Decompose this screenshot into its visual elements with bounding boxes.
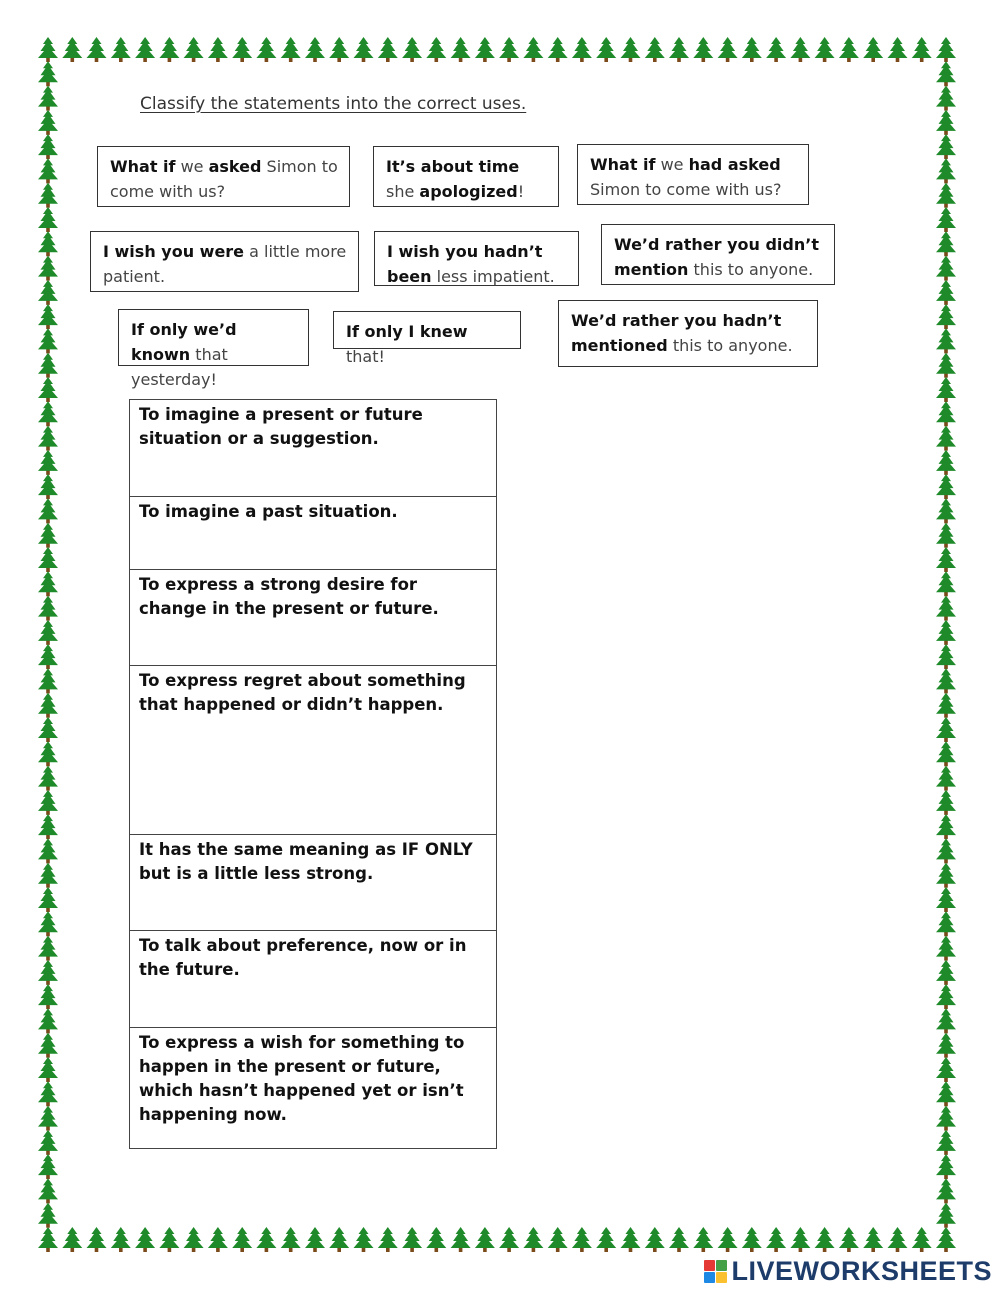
pine-tree-icon bbox=[936, 1106, 956, 1131]
pine-tree-icon bbox=[475, 1227, 495, 1252]
pine-tree-icon bbox=[912, 37, 932, 62]
pine-tree-icon bbox=[402, 37, 422, 62]
pine-tree-icon bbox=[936, 280, 956, 305]
pine-tree-icon bbox=[936, 741, 956, 766]
pine-tree-icon bbox=[693, 37, 713, 62]
pine-tree-icon bbox=[936, 596, 956, 621]
pine-tree-icon bbox=[38, 86, 58, 111]
pine-tree-icon bbox=[936, 863, 956, 888]
pine-tree-icon bbox=[936, 984, 956, 1009]
pine-tree-icon bbox=[305, 1227, 325, 1252]
pine-tree-icon bbox=[62, 1227, 82, 1252]
pine-tree-icon bbox=[38, 620, 58, 645]
statement-card[interactable]: If only we’d known that yesterday! bbox=[118, 309, 309, 366]
pine-tree-icon bbox=[596, 1227, 616, 1252]
pine-tree-icon bbox=[839, 1227, 859, 1252]
pine-tree-icon bbox=[38, 717, 58, 742]
pine-tree-icon bbox=[38, 426, 58, 451]
pine-tree-icon bbox=[38, 1154, 58, 1179]
pine-tree-icon bbox=[936, 110, 956, 135]
pine-tree-icon bbox=[38, 1033, 58, 1058]
pine-tree-icon bbox=[38, 134, 58, 159]
pine-tree-icon bbox=[936, 158, 956, 183]
pine-tree-icon bbox=[208, 1227, 228, 1252]
pine-tree-icon bbox=[38, 37, 58, 62]
pine-tree-icon bbox=[426, 37, 446, 62]
pine-tree-icon bbox=[38, 741, 58, 766]
pine-tree-icon bbox=[184, 37, 204, 62]
pine-tree-icon bbox=[38, 790, 58, 815]
pine-tree-icon bbox=[936, 426, 956, 451]
logo-tile bbox=[704, 1272, 715, 1283]
category-cell[interactable]: It has the same meaning as IF ONLY but is a little less strong. bbox=[130, 835, 497, 931]
statement-card[interactable]: If only I knew that! bbox=[333, 311, 521, 349]
pine-tree-icon bbox=[475, 37, 495, 62]
pine-tree-icon bbox=[87, 1227, 107, 1252]
pine-tree-icon bbox=[38, 280, 58, 305]
pine-tree-icon bbox=[936, 960, 956, 985]
pine-tree-icon bbox=[499, 37, 519, 62]
pine-tree-icon bbox=[38, 668, 58, 693]
liveworksheets-brand bbox=[704, 1256, 992, 1287]
pine-tree-icon bbox=[402, 1227, 422, 1252]
pine-tree-icon bbox=[208, 37, 228, 62]
pine-tree-icon bbox=[936, 450, 956, 475]
pine-tree-icon bbox=[38, 863, 58, 888]
pine-tree-icon bbox=[38, 377, 58, 402]
pine-tree-icon bbox=[718, 37, 738, 62]
pine-tree-icon bbox=[742, 1227, 762, 1252]
pine-tree-icon bbox=[936, 668, 956, 693]
pine-tree-icon bbox=[936, 474, 956, 499]
pine-tree-icon bbox=[936, 1154, 956, 1179]
pine-tree-icon bbox=[936, 328, 956, 353]
pine-tree-icon bbox=[184, 1227, 204, 1252]
pine-tree-icon bbox=[790, 1227, 810, 1252]
pine-tree-icon bbox=[936, 571, 956, 596]
pine-tree-icon bbox=[38, 814, 58, 839]
pine-tree-icon bbox=[936, 1033, 956, 1058]
statement-card[interactable]: What if we asked Simon to come with us? bbox=[97, 146, 350, 207]
category-cell[interactable]: To express regret about something that happened or didn’t happen. bbox=[130, 666, 497, 835]
pine-tree-icon bbox=[38, 1081, 58, 1106]
pine-tree-icon bbox=[936, 1057, 956, 1082]
pine-tree-icon bbox=[936, 717, 956, 742]
pine-tree-icon bbox=[936, 911, 956, 936]
logo-tile bbox=[704, 1260, 715, 1271]
pine-tree-icon bbox=[38, 231, 58, 256]
pine-tree-icon bbox=[38, 960, 58, 985]
statement-card[interactable]: What if we had asked Simon to come with us? bbox=[577, 144, 809, 205]
pine-tree-icon bbox=[87, 37, 107, 62]
instruction-heading: Classify the statements into the correct uses. bbox=[140, 94, 527, 114]
pine-tree-icon bbox=[378, 37, 398, 62]
pine-tree-icon bbox=[596, 37, 616, 62]
pine-tree-icon bbox=[936, 1008, 956, 1033]
pine-tree-icon bbox=[38, 304, 58, 329]
pine-tree-icon bbox=[645, 1227, 665, 1252]
pine-tree-icon bbox=[38, 183, 58, 208]
category-cell[interactable]: To imagine a past situation. bbox=[130, 497, 497, 570]
pine-tree-icon bbox=[548, 37, 568, 62]
pine-tree-icon bbox=[451, 1227, 471, 1252]
pine-tree-icon bbox=[38, 1130, 58, 1155]
pine-tree-icon bbox=[936, 86, 956, 111]
pine-tree-icon bbox=[426, 1227, 446, 1252]
pine-tree-icon bbox=[718, 1227, 738, 1252]
pine-tree-icon bbox=[38, 1178, 58, 1203]
pine-tree-icon bbox=[766, 37, 786, 62]
pine-tree-icon bbox=[378, 1227, 398, 1252]
pine-tree-icon bbox=[936, 814, 956, 839]
pine-tree-icon bbox=[38, 256, 58, 281]
pine-tree-icon bbox=[38, 450, 58, 475]
pine-tree-icon bbox=[305, 37, 325, 62]
pine-tree-icon bbox=[936, 377, 956, 402]
pine-tree-icon bbox=[936, 693, 956, 718]
pine-tree-icon bbox=[354, 37, 374, 62]
pine-tree-icon bbox=[232, 1227, 252, 1252]
pine-tree-icon bbox=[38, 158, 58, 183]
pine-tree-icon bbox=[38, 911, 58, 936]
pine-tree-icon bbox=[936, 838, 956, 863]
pine-tree-icon bbox=[936, 183, 956, 208]
pine-tree-icon bbox=[936, 790, 956, 815]
pine-tree-icon bbox=[936, 523, 956, 548]
pine-tree-icon bbox=[912, 1227, 932, 1252]
pine-tree-icon bbox=[38, 571, 58, 596]
pine-tree-icon bbox=[839, 37, 859, 62]
pine-tree-icon bbox=[936, 644, 956, 669]
pine-tree-icon bbox=[256, 37, 276, 62]
pine-tree-icon bbox=[329, 37, 349, 62]
pine-tree-icon bbox=[329, 1227, 349, 1252]
pine-tree-icon bbox=[936, 1081, 956, 1106]
category-cell[interactable]: To talk about preference, now or in the future. bbox=[130, 931, 497, 1028]
pine-tree-icon bbox=[354, 1227, 374, 1252]
pine-tree-icon bbox=[936, 207, 956, 232]
pine-tree-icon bbox=[936, 231, 956, 256]
statement-card[interactable]: I wish you were a little more patient. bbox=[90, 231, 359, 292]
pine-tree-icon bbox=[936, 766, 956, 791]
pine-tree-icon bbox=[621, 1227, 641, 1252]
pine-tree-icon bbox=[135, 37, 155, 62]
pine-tree-icon bbox=[621, 37, 641, 62]
pine-tree-icon bbox=[790, 37, 810, 62]
pine-tree-icon bbox=[815, 37, 835, 62]
pine-tree-icon bbox=[38, 474, 58, 499]
pine-tree-icon bbox=[38, 693, 58, 718]
pine-tree-icon bbox=[936, 1178, 956, 1203]
pine-tree-icon bbox=[38, 401, 58, 426]
pine-tree-icon bbox=[863, 1227, 883, 1252]
pine-tree-icon bbox=[38, 1106, 58, 1131]
pine-tree-icon bbox=[669, 1227, 689, 1252]
pine-tree-icon bbox=[572, 37, 592, 62]
pine-tree-icon bbox=[38, 644, 58, 669]
pine-tree-icon bbox=[159, 1227, 179, 1252]
pine-tree-icon bbox=[936, 1130, 956, 1155]
pine-tree-icon bbox=[888, 1227, 908, 1252]
pine-tree-icon bbox=[645, 37, 665, 62]
pine-tree-icon bbox=[936, 37, 956, 62]
pine-tree-icon bbox=[159, 37, 179, 62]
pine-tree-icon bbox=[38, 1227, 58, 1252]
pine-tree-icon bbox=[766, 1227, 786, 1252]
pine-tree-icon bbox=[38, 498, 58, 523]
pine-tree-icon bbox=[936, 401, 956, 426]
pine-tree-icon bbox=[936, 1203, 956, 1228]
statement-card[interactable]: I wish you hadn’t been less impatient. bbox=[374, 231, 579, 286]
pine-tree-icon bbox=[523, 37, 543, 62]
classification-table bbox=[129, 399, 497, 1149]
pine-tree-icon bbox=[936, 353, 956, 378]
pine-tree-icon bbox=[62, 37, 82, 62]
pine-tree-icon bbox=[135, 1227, 155, 1252]
pine-tree-icon bbox=[888, 37, 908, 62]
pine-tree-icon bbox=[572, 1227, 592, 1252]
pine-tree-icon bbox=[38, 328, 58, 353]
statement-card[interactable]: We’d rather you hadn’t mentioned this to anyone. bbox=[558, 300, 818, 367]
pine-tree-icon bbox=[936, 304, 956, 329]
pine-tree-icon bbox=[451, 37, 471, 62]
pine-tree-icon bbox=[38, 936, 58, 961]
pine-tree-icon bbox=[936, 547, 956, 572]
pine-tree-icon bbox=[38, 353, 58, 378]
pine-tree-icon bbox=[38, 984, 58, 1009]
pine-tree-icon bbox=[499, 1227, 519, 1252]
pine-tree-icon bbox=[936, 887, 956, 912]
pine-tree-icon bbox=[815, 1227, 835, 1252]
category-cell[interactable]: To express a strong desire for change in the present or future. bbox=[130, 570, 497, 666]
pine-tree-icon bbox=[38, 596, 58, 621]
pine-tree-icon bbox=[548, 1227, 568, 1252]
logo-tile bbox=[716, 1260, 727, 1271]
statement-card[interactable]: It’s about time she apologized! bbox=[373, 146, 559, 207]
pine-tree-icon bbox=[38, 1203, 58, 1228]
pine-tree-icon bbox=[936, 256, 956, 281]
pine-tree-icon bbox=[38, 547, 58, 572]
pine-tree-icon bbox=[863, 37, 883, 62]
pine-tree-icon bbox=[669, 37, 689, 62]
pine-tree-icon bbox=[38, 766, 58, 791]
pine-tree-icon bbox=[936, 620, 956, 645]
pine-tree-icon bbox=[936, 61, 956, 86]
pine-tree-icon bbox=[38, 207, 58, 232]
pine-tree-icon bbox=[936, 134, 956, 159]
pine-tree-icon bbox=[936, 936, 956, 961]
pine-tree-icon bbox=[111, 37, 131, 62]
pine-tree-icon bbox=[38, 110, 58, 135]
pine-tree-icon bbox=[742, 37, 762, 62]
pine-tree-icon bbox=[281, 37, 301, 62]
pine-tree-icon bbox=[936, 498, 956, 523]
pine-tree-icon bbox=[38, 887, 58, 912]
category-cell[interactable]: To imagine a present or future situation or a suggestion. bbox=[130, 400, 497, 497]
pine-tree-icon bbox=[38, 523, 58, 548]
pine-tree-icon bbox=[523, 1227, 543, 1252]
pine-tree-icon bbox=[38, 1008, 58, 1033]
pine-tree-icon bbox=[38, 1057, 58, 1082]
category-cell[interactable]: To express a wish for something to happen in the present or future, which hasn’t happened yet or isn’t happening now. bbox=[130, 1028, 497, 1149]
pine-tree-icon bbox=[281, 1227, 301, 1252]
statement-card[interactable]: We’d rather you didn’t mention this to anyone. bbox=[601, 224, 835, 285]
pine-tree-icon bbox=[693, 1227, 713, 1252]
logo-tile bbox=[716, 1272, 727, 1283]
brand-name: LIVEWORKSHEETS bbox=[731, 1256, 992, 1286]
pine-tree-icon bbox=[256, 1227, 276, 1252]
pine-tree-icon bbox=[38, 61, 58, 86]
liveworksheets-logo-icon bbox=[704, 1260, 727, 1283]
pine-tree-icon bbox=[111, 1227, 131, 1252]
pine-tree-icon bbox=[38, 838, 58, 863]
pine-tree-icon bbox=[232, 37, 252, 62]
pine-tree-icon bbox=[936, 1227, 956, 1252]
